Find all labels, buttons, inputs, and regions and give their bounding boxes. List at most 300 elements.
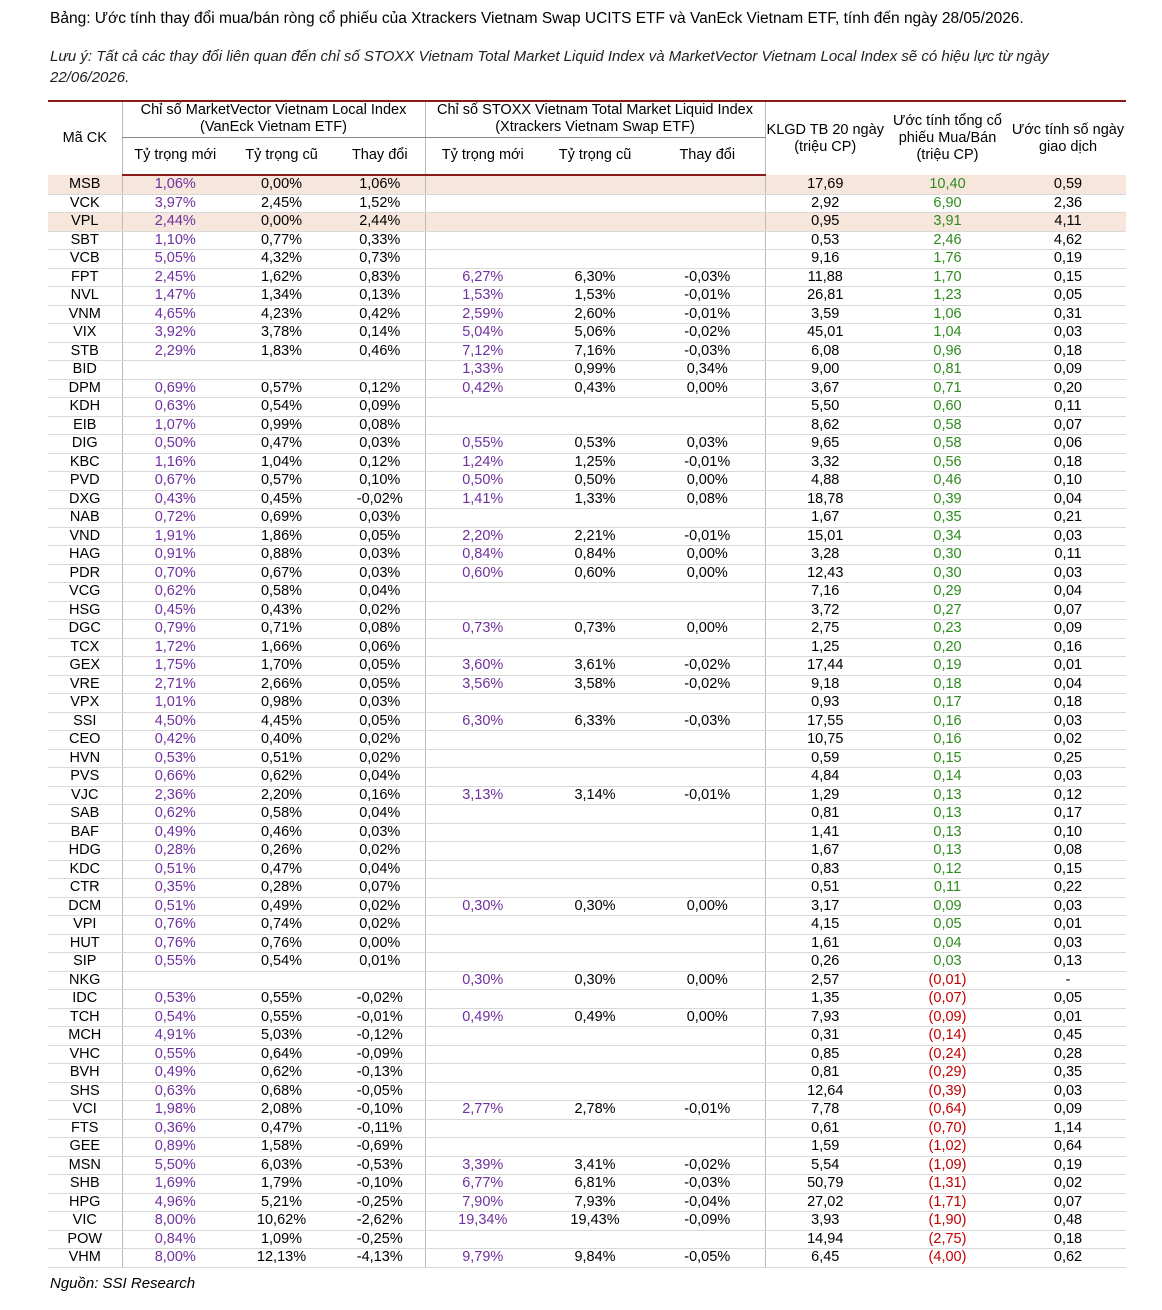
cell-est-total: 0,60 (885, 398, 1010, 417)
cell-stoxx-change: 0,00% (650, 1008, 765, 1027)
cell-mv-new: 0,50% (122, 435, 228, 454)
cell-mv-change: -0,05% (335, 1082, 425, 1101)
cell-est-total: 1,70 (885, 268, 1010, 287)
cell-code: BID (48, 361, 122, 380)
cell-mv-new: 2,71% (122, 675, 228, 694)
cell-stoxx-change: 0,34% (650, 361, 765, 380)
cell-code: VPL (48, 213, 122, 232)
table-row (48, 1249, 1126, 1268)
cell-est-total: (1,90) (885, 1212, 1010, 1231)
cell-est-days: 0,11 (1010, 398, 1126, 417)
cell-mv-change: 0,04% (335, 805, 425, 824)
cell-mv-new: 0,36% (122, 1119, 228, 1138)
cell-mv-old: 0,76% (228, 934, 335, 953)
cell-stoxx-new (425, 1138, 540, 1157)
cell-mv-old: 0,51% (228, 749, 335, 768)
cell-stoxx-change: -0,02% (650, 324, 765, 343)
cell-stoxx-change (650, 934, 765, 953)
cell-mv-new: 0,54% (122, 1008, 228, 1027)
cell-mv-new: 0,67% (122, 472, 228, 491)
cell-stoxx-old (540, 194, 650, 213)
cell-stoxx-old (540, 1045, 650, 1064)
table-row (48, 379, 1126, 398)
cell-code: HPG (48, 1193, 122, 1212)
cell-klgd: 9,00 (765, 361, 885, 380)
cell-mv-change: 0,02% (335, 916, 425, 935)
cell-mv-new: 0,62% (122, 583, 228, 602)
cell-mv-change: 0,04% (335, 768, 425, 787)
cell-mv-change: 0,03% (335, 546, 425, 565)
cell-code: DXG (48, 490, 122, 509)
cell-klgd: 1,67 (765, 509, 885, 528)
table-row (48, 916, 1126, 935)
cell-code: VCI (48, 1101, 122, 1120)
cell-est-total: 0,27 (885, 601, 1010, 620)
cell-est-total: 0,16 (885, 731, 1010, 750)
table-row (48, 1101, 1126, 1120)
cell-klgd: 4,84 (765, 768, 885, 787)
cell-est-days: 0,17 (1010, 805, 1126, 824)
cell-code: PVD (48, 472, 122, 491)
cell-mv-old: 1,09% (228, 1230, 335, 1249)
cell-mv-change: 0,06% (335, 638, 425, 657)
cell-stoxx-change (650, 731, 765, 750)
cell-mv-change: -0,10% (335, 1101, 425, 1120)
table-row (48, 1064, 1126, 1083)
cell-klgd: 5,50 (765, 398, 885, 417)
source-note: Nguồn: SSI Research (50, 1275, 196, 1292)
cell-mv-change: 0,02% (335, 842, 425, 861)
cell-stoxx-old (540, 916, 650, 935)
cell-stoxx-new (425, 823, 540, 842)
header-mv-new-weight: Tỷ trọng mới (122, 137, 228, 175)
cell-est-days: 0,04 (1010, 675, 1126, 694)
cell-mv-old: 0,77% (228, 231, 335, 250)
cell-klgd: 5,54 (765, 1156, 885, 1175)
cell-stoxx-change: -0,02% (650, 675, 765, 694)
cell-stoxx-old: 0,50% (540, 472, 650, 491)
cell-stoxx-change (650, 823, 765, 842)
cell-stoxx-old: 3,61% (540, 657, 650, 676)
cell-est-days: - (1010, 971, 1126, 990)
cell-mv-old: 0,55% (228, 1008, 335, 1027)
cell-stoxx-new: 0,73% (425, 620, 540, 639)
cell-stoxx-new (425, 1064, 540, 1083)
cell-stoxx-old (540, 213, 650, 232)
cell-stoxx-change: 0,00% (650, 620, 765, 639)
cell-est-total: 0,23 (885, 620, 1010, 639)
cell-mv-new: 8,00% (122, 1212, 228, 1231)
cell-klgd: 0,31 (765, 1027, 885, 1046)
cell-stoxx-new: 0,49% (425, 1008, 540, 1027)
table-row (48, 583, 1126, 602)
cell-stoxx-new (425, 1045, 540, 1064)
cell-mv-change: 2,44% (335, 213, 425, 232)
table-row (48, 934, 1126, 953)
cell-klgd: 1,67 (765, 842, 885, 861)
cell-stoxx-change: 0,00% (650, 472, 765, 491)
cell-stoxx-old: 1,25% (540, 453, 650, 472)
cell-mv-old: 2,20% (228, 786, 335, 805)
cell-stoxx-change: 0,00% (650, 897, 765, 916)
cell-stoxx-new: 3,13% (425, 786, 540, 805)
cell-klgd: 0,95 (765, 213, 885, 232)
cell-code: IDC (48, 990, 122, 1009)
cell-code: CTR (48, 879, 122, 898)
cell-est-days: 0,03 (1010, 712, 1126, 731)
cell-est-days: 0,59 (1010, 175, 1126, 194)
cell-est-total: 0,04 (885, 934, 1010, 953)
cell-code: VPX (48, 694, 122, 713)
cell-est-days: 0,11 (1010, 546, 1126, 565)
cell-est-days: 0,05 (1010, 990, 1126, 1009)
cell-mv-old: 0,28% (228, 879, 335, 898)
cell-stoxx-change (650, 1138, 765, 1157)
cell-klgd: 0,83 (765, 860, 885, 879)
cell-code: HVN (48, 749, 122, 768)
cell-mv-old: 0,46% (228, 823, 335, 842)
cell-stoxx-old (540, 1138, 650, 1157)
cell-stoxx-new: 1,41% (425, 490, 540, 509)
cell-stoxx-old: 7,93% (540, 1193, 650, 1212)
cell-code: NAB (48, 509, 122, 528)
cell-mv-change: 0,14% (335, 324, 425, 343)
cell-mv-new: 0,89% (122, 1138, 228, 1157)
cell-stoxx-old (540, 398, 650, 417)
cell-est-days: 0,13 (1010, 953, 1126, 972)
cell-mv-change: -0,01% (335, 1008, 425, 1027)
cell-stoxx-old (540, 860, 650, 879)
cell-est-days: 0,48 (1010, 1212, 1126, 1231)
cell-code: NKG (48, 971, 122, 990)
cell-stoxx-new (425, 953, 540, 972)
cell-mv-change: 0,04% (335, 860, 425, 879)
cell-klgd: 0,53 (765, 231, 885, 250)
cell-stoxx-change: 0,00% (650, 546, 765, 565)
cell-mv-new: 1,01% (122, 694, 228, 713)
cell-stoxx-new: 2,77% (425, 1101, 540, 1120)
cell-stoxx-new: 6,77% (425, 1175, 540, 1194)
cell-stoxx-new (425, 583, 540, 602)
cell-mv-old: 0,45% (228, 490, 335, 509)
etf-rebalance-table (48, 100, 1126, 1268)
cell-stoxx-old (540, 694, 650, 713)
cell-stoxx-new (425, 749, 540, 768)
cell-stoxx-old (540, 953, 650, 972)
cell-klgd: 3,32 (765, 453, 885, 472)
cell-stoxx-new: 0,60% (425, 564, 540, 583)
cell-stoxx-change: -0,03% (650, 342, 765, 361)
cell-mv-new: 4,65% (122, 305, 228, 324)
cell-mv-old: 0,58% (228, 805, 335, 824)
cell-est-days: 0,01 (1010, 916, 1126, 935)
cell-mv-change: -0,12% (335, 1027, 425, 1046)
table-row (48, 1175, 1126, 1194)
cell-code: MSN (48, 1156, 122, 1175)
cell-est-total: 3,91 (885, 213, 1010, 232)
cell-klgd: 0,59 (765, 749, 885, 768)
cell-stoxx-old (540, 1119, 650, 1138)
table-row (48, 879, 1126, 898)
cell-mv-new: 5,05% (122, 250, 228, 269)
cell-klgd: 9,16 (765, 250, 885, 269)
cell-stoxx-new (425, 694, 540, 713)
cell-mv-change: 0,05% (335, 712, 425, 731)
cell-klgd: 14,94 (765, 1230, 885, 1249)
cell-stoxx-new (425, 990, 540, 1009)
cell-stoxx-old (540, 805, 650, 824)
cell-stoxx-new: 19,34% (425, 1212, 540, 1231)
cell-est-total: (0,09) (885, 1008, 1010, 1027)
cell-stoxx-new: 1,24% (425, 453, 540, 472)
header-klgd: KLGD TB 20 ngày (triệu CP) (765, 101, 885, 175)
cell-est-total: 0,96 (885, 342, 1010, 361)
cell-est-days: 0,09 (1010, 1101, 1126, 1120)
cell-stoxx-change: -0,02% (650, 657, 765, 676)
cell-mv-old: 0,67% (228, 564, 335, 583)
cell-est-days: 4,11 (1010, 213, 1126, 232)
table-row (48, 398, 1126, 417)
cell-est-days: 0,15 (1010, 268, 1126, 287)
header-code: Mã CK (48, 101, 122, 175)
table-row (48, 1193, 1126, 1212)
cell-klgd: 0,61 (765, 1119, 885, 1138)
cell-est-days: 0,03 (1010, 527, 1126, 546)
cell-est-total: 0,13 (885, 823, 1010, 842)
table-row (48, 805, 1126, 824)
cell-mv-old: 1,04% (228, 453, 335, 472)
cell-klgd: 1,29 (765, 786, 885, 805)
cell-stoxx-new: 2,20% (425, 527, 540, 546)
cell-code: CEO (48, 731, 122, 750)
cell-klgd: 0,93 (765, 694, 885, 713)
cell-code: VCG (48, 583, 122, 602)
cell-klgd: 26,81 (765, 287, 885, 306)
cell-mv-new: 3,97% (122, 194, 228, 213)
cell-stoxx-new: 0,55% (425, 435, 540, 454)
cell-mv-change: 0,02% (335, 731, 425, 750)
cell-mv-old: 0,99% (228, 416, 335, 435)
cell-mv-old: 0,00% (228, 175, 335, 194)
cell-est-total: (0,29) (885, 1064, 1010, 1083)
cell-est-days: 0,07 (1010, 416, 1126, 435)
cell-code: VCK (48, 194, 122, 213)
cell-klgd: 3,28 (765, 546, 885, 565)
cell-code: TCH (48, 1008, 122, 1027)
cell-est-total: 0,19 (885, 657, 1010, 676)
cell-mv-new: 0,91% (122, 546, 228, 565)
cell-code: STB (48, 342, 122, 361)
table-row (48, 1119, 1126, 1138)
cell-klgd: 0,85 (765, 1045, 885, 1064)
cell-est-days: 0,03 (1010, 324, 1126, 343)
cell-klgd: 9,65 (765, 435, 885, 454)
cell-stoxx-change: -0,09% (650, 1212, 765, 1231)
cell-mv-old: 3,78% (228, 324, 335, 343)
cell-est-days: 0,18 (1010, 453, 1126, 472)
cell-stoxx-change (650, 583, 765, 602)
cell-klgd: 17,44 (765, 657, 885, 676)
cell-mv-old: 0,47% (228, 1119, 335, 1138)
cell-est-total: 1,06 (885, 305, 1010, 324)
cell-stoxx-old: 0,73% (540, 620, 650, 639)
cell-mv-new: 1,16% (122, 453, 228, 472)
cell-klgd: 1,25 (765, 638, 885, 657)
cell-klgd: 7,16 (765, 583, 885, 602)
cell-mv-change: 0,13% (335, 287, 425, 306)
cell-mv-old: 12,13% (228, 1249, 335, 1268)
cell-stoxx-new (425, 416, 540, 435)
cell-klgd: 3,72 (765, 601, 885, 620)
cell-code: PDR (48, 564, 122, 583)
cell-est-days: 0,64 (1010, 1138, 1126, 1157)
cell-est-days: 0,20 (1010, 379, 1126, 398)
cell-mv-new: 1,72% (122, 638, 228, 657)
cell-stoxx-new (425, 879, 540, 898)
header-stoxx-old-weight: Tỷ trọng cũ (540, 137, 650, 175)
table-row (48, 712, 1126, 731)
cell-mv-change: -0,02% (335, 490, 425, 509)
cell-est-days: 0,04 (1010, 490, 1126, 509)
table-row (48, 1027, 1126, 1046)
cell-mv-new: 0,72% (122, 509, 228, 528)
cell-est-days: 0,16 (1010, 638, 1126, 657)
cell-est-total: 0,09 (885, 897, 1010, 916)
cell-mv-new: 0,51% (122, 860, 228, 879)
cell-stoxx-change: -0,01% (650, 1101, 765, 1120)
cell-mv-new: 0,63% (122, 1082, 228, 1101)
cell-mv-new: 0,69% (122, 379, 228, 398)
cell-stoxx-old: 0,30% (540, 971, 650, 990)
table-row (48, 694, 1126, 713)
cell-stoxx-new: 3,39% (425, 1156, 540, 1175)
cell-mv-new: 0,51% (122, 897, 228, 916)
cell-klgd: 1,41 (765, 823, 885, 842)
cell-stoxx-old: 2,21% (540, 527, 650, 546)
table-row (48, 1212, 1126, 1231)
cell-stoxx-change (650, 694, 765, 713)
table-note: Lưu ý: Tất cả các thay đổi liên quan đến chỉ số STOXX Vietnam Total Market Liquid Index và MarketVector Vietnam Local Index sẽ có hiệu lực từ ngày 22/06/2026. (50, 48, 1049, 86)
cell-mv-change: -0,09% (335, 1045, 425, 1064)
table-row (48, 1230, 1126, 1249)
cell-mv-change: -2,62% (335, 1212, 425, 1231)
header-est-total: Ước tính tổng cổ phiếu Mua/Bán (triệu CP) (885, 101, 1010, 175)
cell-stoxx-new: 9,79% (425, 1249, 540, 1268)
cell-code: DIG (48, 435, 122, 454)
cell-stoxx-change (650, 916, 765, 935)
cell-klgd: 1,35 (765, 990, 885, 1009)
cell-stoxx-change (650, 1064, 765, 1083)
table-row (48, 416, 1126, 435)
cell-est-days: 0,18 (1010, 1230, 1126, 1249)
cell-mv-old: 0,62% (228, 768, 335, 787)
cell-stoxx-change (650, 1119, 765, 1138)
table-row (48, 213, 1126, 232)
cell-est-days: 0,10 (1010, 823, 1126, 842)
cell-mv-new (122, 361, 228, 380)
cell-mv-new: 4,96% (122, 1193, 228, 1212)
cell-code: HUT (48, 934, 122, 953)
table-row (48, 250, 1126, 269)
cell-mv-old: 0,64% (228, 1045, 335, 1064)
table-row (48, 620, 1126, 639)
cell-mv-change: 0,46% (335, 342, 425, 361)
cell-stoxx-change (650, 194, 765, 213)
cell-mv-new: 1,06% (122, 175, 228, 194)
cell-mv-old: 0,74% (228, 916, 335, 935)
cell-code: BVH (48, 1064, 122, 1083)
cell-est-total: (0,70) (885, 1119, 1010, 1138)
table-row (48, 823, 1126, 842)
cell-mv-old: 0,26% (228, 842, 335, 861)
table-row (48, 564, 1126, 583)
cell-code: VJC (48, 786, 122, 805)
cell-est-days: 0,04 (1010, 583, 1126, 602)
cell-est-total: (1,02) (885, 1138, 1010, 1157)
cell-mv-new: 2,29% (122, 342, 228, 361)
cell-stoxx-new (425, 842, 540, 861)
cell-stoxx-old (540, 731, 650, 750)
cell-stoxx-change (650, 509, 765, 528)
cell-est-days: 0,10 (1010, 472, 1126, 491)
cell-stoxx-change: -0,03% (650, 268, 765, 287)
cell-stoxx-new (425, 934, 540, 953)
cell-mv-new: 2,44% (122, 213, 228, 232)
cell-code: DPM (48, 379, 122, 398)
cell-est-total: 0,13 (885, 842, 1010, 861)
cell-mv-change: 0,05% (335, 675, 425, 694)
cell-klgd: 9,18 (765, 675, 885, 694)
table-row (48, 324, 1126, 343)
cell-mv-old: 0,49% (228, 897, 335, 916)
table-row (48, 860, 1126, 879)
cell-stoxx-change: -0,01% (650, 305, 765, 324)
cell-stoxx-new (425, 213, 540, 232)
cell-code: VIC (48, 1212, 122, 1231)
cell-est-total: 0,34 (885, 527, 1010, 546)
cell-stoxx-change (650, 1027, 765, 1046)
cell-est-total: 0,17 (885, 694, 1010, 713)
cell-code: FTS (48, 1119, 122, 1138)
cell-mv-old: 0,40% (228, 731, 335, 750)
cell-klgd: 3,93 (765, 1212, 885, 1231)
table-row (48, 435, 1126, 454)
header-mv-change: Thay đổi (335, 137, 425, 175)
cell-est-total: 0,71 (885, 379, 1010, 398)
cell-stoxx-change (650, 250, 765, 269)
cell-klgd: 8,62 (765, 416, 885, 435)
cell-est-days: 0,01 (1010, 1008, 1126, 1027)
table-row (48, 657, 1126, 676)
cell-stoxx-change: -0,01% (650, 453, 765, 472)
cell-code: DCM (48, 897, 122, 916)
table-title: Bảng: Ước tính thay đổi mua/bán ròng cổ phiếu của Xtrackers Vietnam Swap UCITS ETF và VanEck Vietnam ETF, tính đến ngày 28/05/2026. (50, 10, 1024, 27)
cell-mv-change: 0,09% (335, 398, 425, 417)
cell-stoxx-new: 0,50% (425, 472, 540, 491)
cell-klgd: 3,59 (765, 305, 885, 324)
cell-mv-old: 4,45% (228, 712, 335, 731)
table-row (48, 342, 1126, 361)
cell-stoxx-old (540, 934, 650, 953)
cell-mv-old: 0,98% (228, 694, 335, 713)
cell-mv-change: 1,52% (335, 194, 425, 213)
cell-stoxx-old: 19,43% (540, 1212, 650, 1231)
cell-stoxx-new (425, 768, 540, 787)
cell-est-total: (1,71) (885, 1193, 1010, 1212)
table-row (48, 305, 1126, 324)
cell-mv-new: 8,00% (122, 1249, 228, 1268)
cell-est-total: 0,46 (885, 472, 1010, 491)
